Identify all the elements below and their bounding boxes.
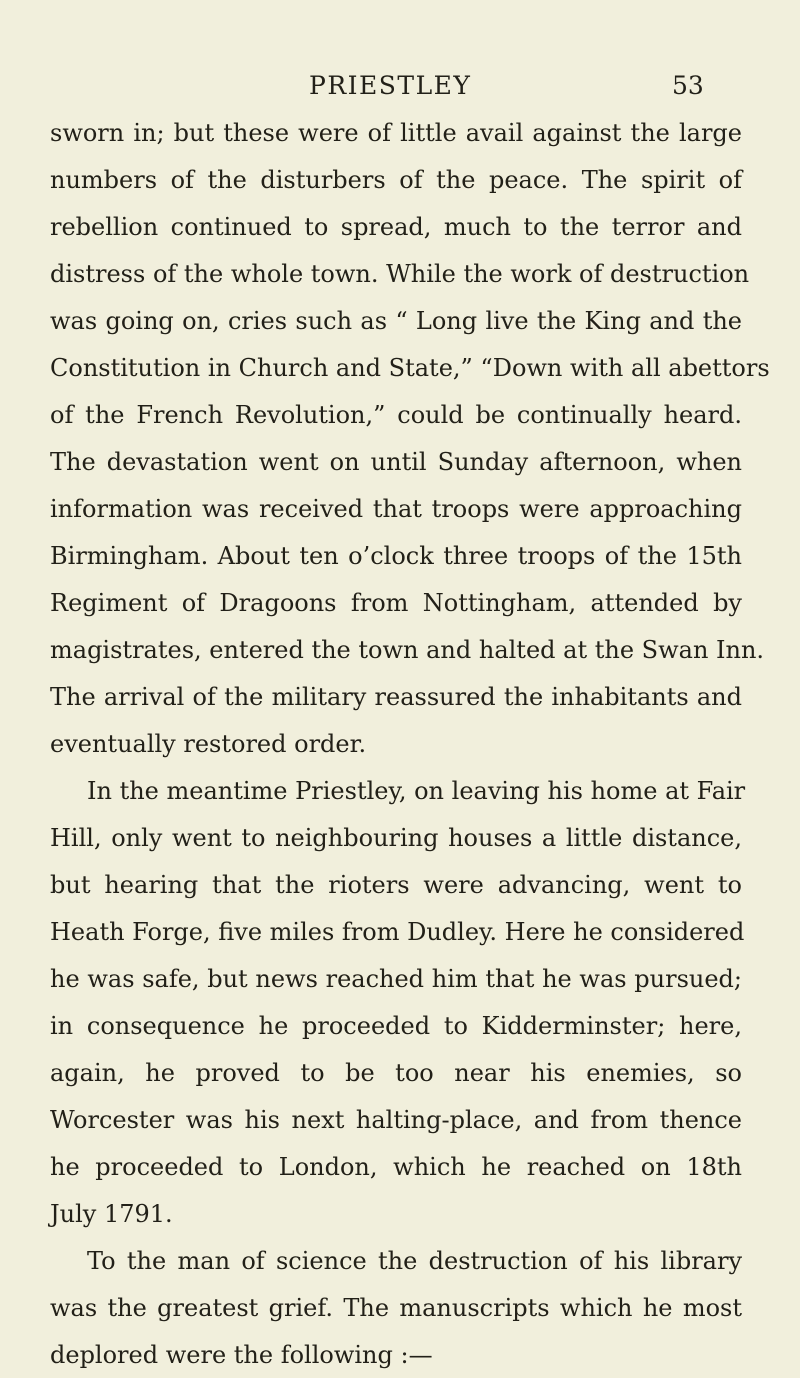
text-line: rebellion continued to spread, much to the terror and [50,213,742,241]
text-line: In the meantime Priestley, on leaving his home at Fair [87,777,746,805]
text-line: magistrates, entered the town and halted at the Swan Inn. [50,636,765,664]
text-line: was going on, cries such as “ Long live the King and the [50,307,742,335]
text-line: he proceeded to London, which he reached on 18th [50,1153,742,1181]
text-line: The arrival of the military reassured the inhabitants and [50,683,742,711]
text-line: numbers of the disturbers of the peace. The spirit of [50,166,742,194]
text-line: Worcester was his next halting-place, and from thence [50,1106,742,1134]
text-line: but hearing that the rioters were advancing, went to [50,871,742,899]
text-line: information was received that troops were approaching [50,495,742,523]
text-line: distress of the whole town. While the work of destruction [50,260,750,288]
text-line: he was safe, but news reached him that he was pursued; [50,965,742,993]
text-line: The devastation went on until Sunday afternoon, when [50,448,742,476]
running-head-title: PRIESTLEY [309,71,472,100]
text-line: July 1791. [50,1200,173,1228]
text-line: Constitution in Church and State,” “Down with all abettors [50,354,770,382]
text-line: sworn in; but these were of little avail against the large [50,119,742,147]
text-line: eventually restored order. [50,730,367,758]
text-line: Heath Forge, five miles from Dudley. Here he considered [50,918,745,946]
text-line: Hill, only went to neighbouring houses a little distance, [50,824,742,852]
text-line: Regiment of Dragoons from Nottingham, attended by [50,589,742,617]
text-line: again, he proved to be too near his enemies, so [50,1059,742,1087]
text-line: was the greatest grief. The manuscripts which he most [50,1294,742,1322]
text-line: Birmingham. About ten o’clock three troops of the 15th [50,542,742,570]
page-number: 53 [672,71,704,100]
running-head [0,66,800,106]
text-line: in consequence he proceeded to Kidderminster; here, [50,1012,742,1040]
text-line: deplored were the following :— [50,1341,433,1369]
text-line: To the man of science the destruction of his library [87,1247,742,1275]
text-line: of the French Revolution,” could be continually heard. [50,401,742,429]
